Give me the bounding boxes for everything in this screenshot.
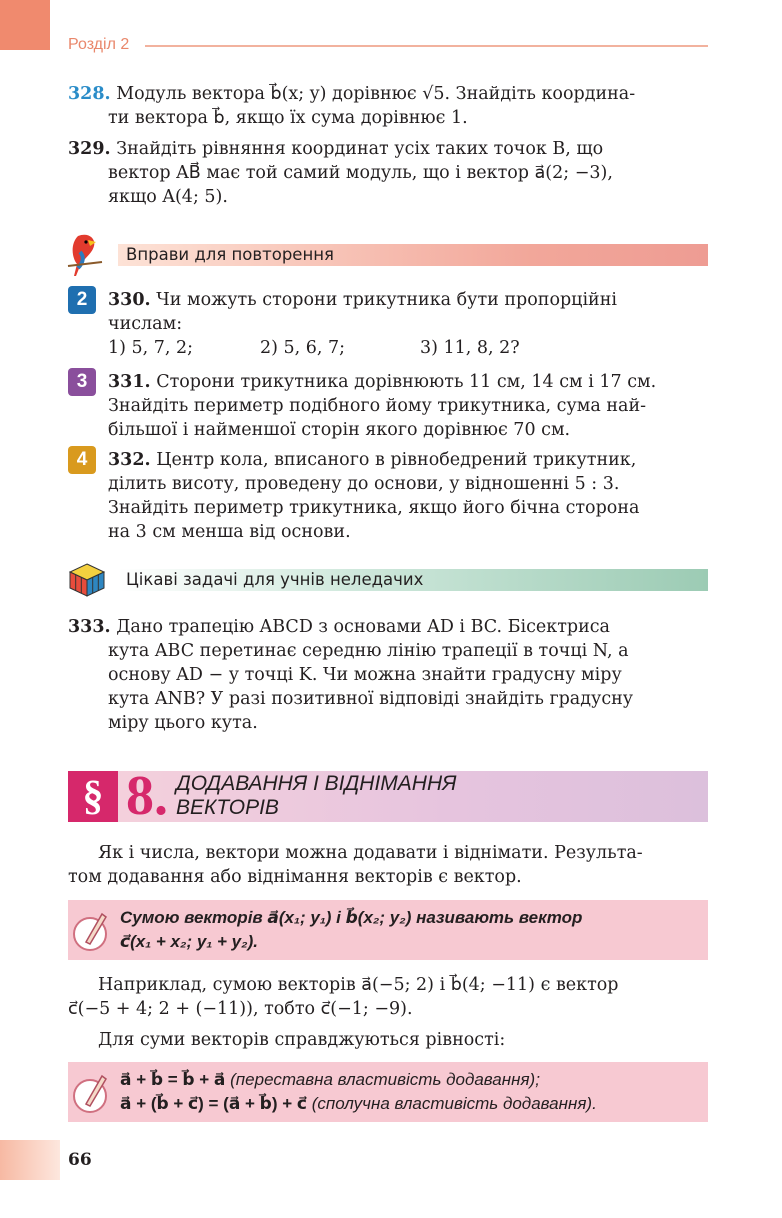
rubiks-cube-icon (68, 562, 106, 598)
exercise-text-line: кута ANB? У разі позитивної відповіді знайдіть градусну (108, 689, 634, 709)
exercise-text-line: більшої і найменшої сторін якого дорівнює 70 см. (108, 420, 571, 440)
exercise-text-line: Центр кола, вписаного в рівнобедрений трикутник, (156, 450, 637, 470)
option-1: 1) 5, 7, 2; (108, 338, 194, 358)
exercise-333 (68, 615, 749, 735)
exercise-number: 329. (68, 139, 111, 159)
option-2: 2) 5, 6, 7; (260, 338, 346, 358)
example-paragraph (68, 973, 709, 1021)
property-note: (переставна властивість додавання); (230, 1070, 540, 1089)
level-3-icon: 3 (68, 368, 96, 396)
paragraph-title-line: ДОДАВАННЯ І ВІДНІМАННЯ (176, 772, 457, 795)
exercise-text-line: вектор AB⃗ має той самий модуль, що і вектор a⃗(2; −3), (108, 163, 613, 183)
properties-box (68, 1062, 708, 1122)
exercise-text-line: Сторони трикутника дорівнюють 11 см, 14 см і 17 см. (156, 372, 657, 392)
banner-review (118, 244, 708, 266)
banner-fun-problems (118, 569, 708, 591)
banner-review-label: Вправи для повторення (126, 245, 334, 264)
exercise-text-line: ділить висоту, проведену до основи, у відношенні 5 : 3. (108, 474, 620, 494)
exercise-330 (108, 288, 709, 360)
banner-fun-label: Цікаві задачі для учнів неледачих (126, 570, 424, 589)
paragraph-number: 8. (126, 765, 168, 827)
section-label: Розділ 2 (68, 36, 130, 53)
exercise-text-line: на 3 см менша від основи. (108, 522, 351, 542)
paragraph-title (176, 772, 456, 820)
property-formula: a⃗ + b⃗ = b⃗ + a⃗ (120, 1070, 226, 1089)
exercise-text-line: міру цього кута. (108, 713, 258, 733)
exercise-text-line: кута ABC перетинає середню лінію трапеції в точці N, а (108, 641, 629, 661)
exercise-text-line: числам: (108, 314, 183, 334)
properties-text (120, 1068, 700, 1116)
exercise-329 (68, 137, 749, 209)
level-2-icon: 2 (68, 286, 96, 314)
paragraph-title-line: ВЕКТОРІВ (176, 796, 279, 819)
exercise-number: 331. (108, 372, 151, 392)
intro-line: Як і числа, вектори можна додавати і віднімати. Результа- (98, 843, 643, 863)
pencil-icon (72, 1070, 112, 1114)
definition-text (120, 906, 700, 954)
exercise-number: 333. (68, 617, 111, 637)
definition-line: Сумою векторів a⃗(x₁; y₁) і b⃗(x₂; y₂) називають вектор (120, 908, 583, 927)
exercise-text-line: Знайдіть рівняння координат усіх таких точок B, що (116, 139, 604, 159)
exercise-332 (108, 448, 709, 544)
properties-intro: Для суми векторів справджуються рівності: (98, 1030, 506, 1050)
header-rule (145, 45, 708, 47)
exercise-text-line: якщо A(4; 5). (108, 187, 228, 207)
exercise-331 (108, 370, 709, 442)
property-formula: a⃗ + (b⃗ + c⃗) = (a⃗ + b⃗) + c⃗ (120, 1094, 307, 1113)
pencil-icon (72, 908, 112, 952)
intro-line: том додавання або віднімання векторів є вектор. (68, 867, 522, 887)
example-line: c⃗(−5 + 4; 2 + (−11)), тобто c⃗(−1; −9). (68, 999, 413, 1019)
paragraph-sign: § (68, 771, 118, 822)
definition-line: c⃗(x₁ + x₂; y₁ + y₂). (120, 932, 259, 951)
exercise-text-line: Знайдіть периметр трикутника, якщо його бічна сторона (108, 498, 640, 518)
exercise-text-line: Знайдіть периметр подібного йому трикутника, сума най- (108, 396, 647, 416)
exercise-text-line: основу AD − у точці K. Чи можна знайти градусну міру (108, 665, 622, 685)
exercise-text-line: Модуль вектора b⃗(x; y) дорівнює √5. Знайдіть координа- (116, 84, 636, 104)
page-number-band (0, 1140, 60, 1180)
exercise-number: 328. (68, 84, 111, 104)
parrot-icon (66, 232, 104, 278)
exercise-number: 330. (108, 290, 151, 310)
example-line: Наприклад, сумою векторів a⃗(−5; 2) і b⃗(4; −11) є вектор (98, 975, 619, 995)
exercise-text-line: ти вектора b⃗, якщо їх сума дорівнює 1. (108, 108, 468, 128)
exercise-text-line: Чи можуть сторони трикутника бути пропорційні (156, 290, 617, 310)
property-note: (сполучна властивість додавання). (311, 1094, 597, 1113)
corner-tab (0, 0, 50, 50)
exercise-number: 332. (108, 450, 151, 470)
option-3: 3) 11, 8, 2? (420, 338, 520, 358)
page-number: 66 (68, 1150, 92, 1170)
exercise-328 (68, 82, 749, 130)
intro-paragraph (68, 841, 709, 889)
definition-box (68, 900, 708, 960)
level-4-icon: 4 (68, 446, 96, 474)
exercise-text-line: Дано трапецію ABCD з основами AD і BC. Бісектриса (116, 617, 610, 637)
